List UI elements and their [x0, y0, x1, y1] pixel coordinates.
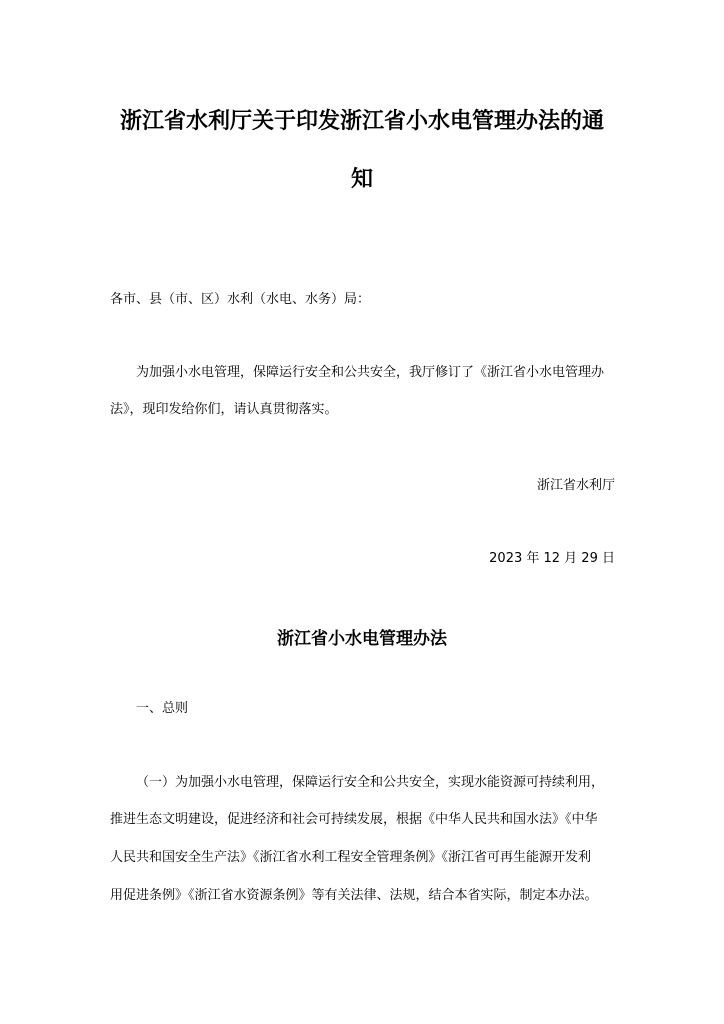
article-paragraph-line-3: 人民共和国安全生产法》《浙江省水利工程安全管理条例》《浙江省可再生能源开发利	[110, 850, 592, 865]
document-title-line-1: 浙江省水利厅关于印发浙江省小水电管理办法的通	[119, 109, 604, 134]
article-paragraph-line-1: （一）为加强小水电管理，保障运行安全和公共安全，实现水能资源可持续利用，	[136, 775, 605, 790]
article-paragraph-line-4: 用促进条例》《浙江省水资源条例》等有关法律、法规，结合本省实际，制定本办法。	[110, 888, 598, 903]
issuer-signature: 浙江省水利厅	[536, 478, 615, 493]
notice-body-line-1: 为加强小水电管理，保障运行安全和公共安全，我厅修订了《浙江省小水电管理办	[136, 365, 605, 380]
notice-body-line-2: 法》，现印发给你们，请认真贯彻落实。	[110, 402, 338, 417]
regulation-title: 浙江省小水电管理办法	[277, 629, 447, 649]
article-paragraph-line-2: 推进生态文明建设，促进经济和社会可持续发展，根据《中华人民共和国水法》《中华	[110, 812, 598, 827]
document-title-line-2: 知	[350, 167, 373, 192]
issue-date: 2023 年 12 月 29 日	[489, 551, 615, 566]
section-heading-general-provisions: 一、总则	[136, 701, 189, 716]
salutation: 各市、县（市、区）水利（水电、水务）局：	[110, 292, 371, 307]
